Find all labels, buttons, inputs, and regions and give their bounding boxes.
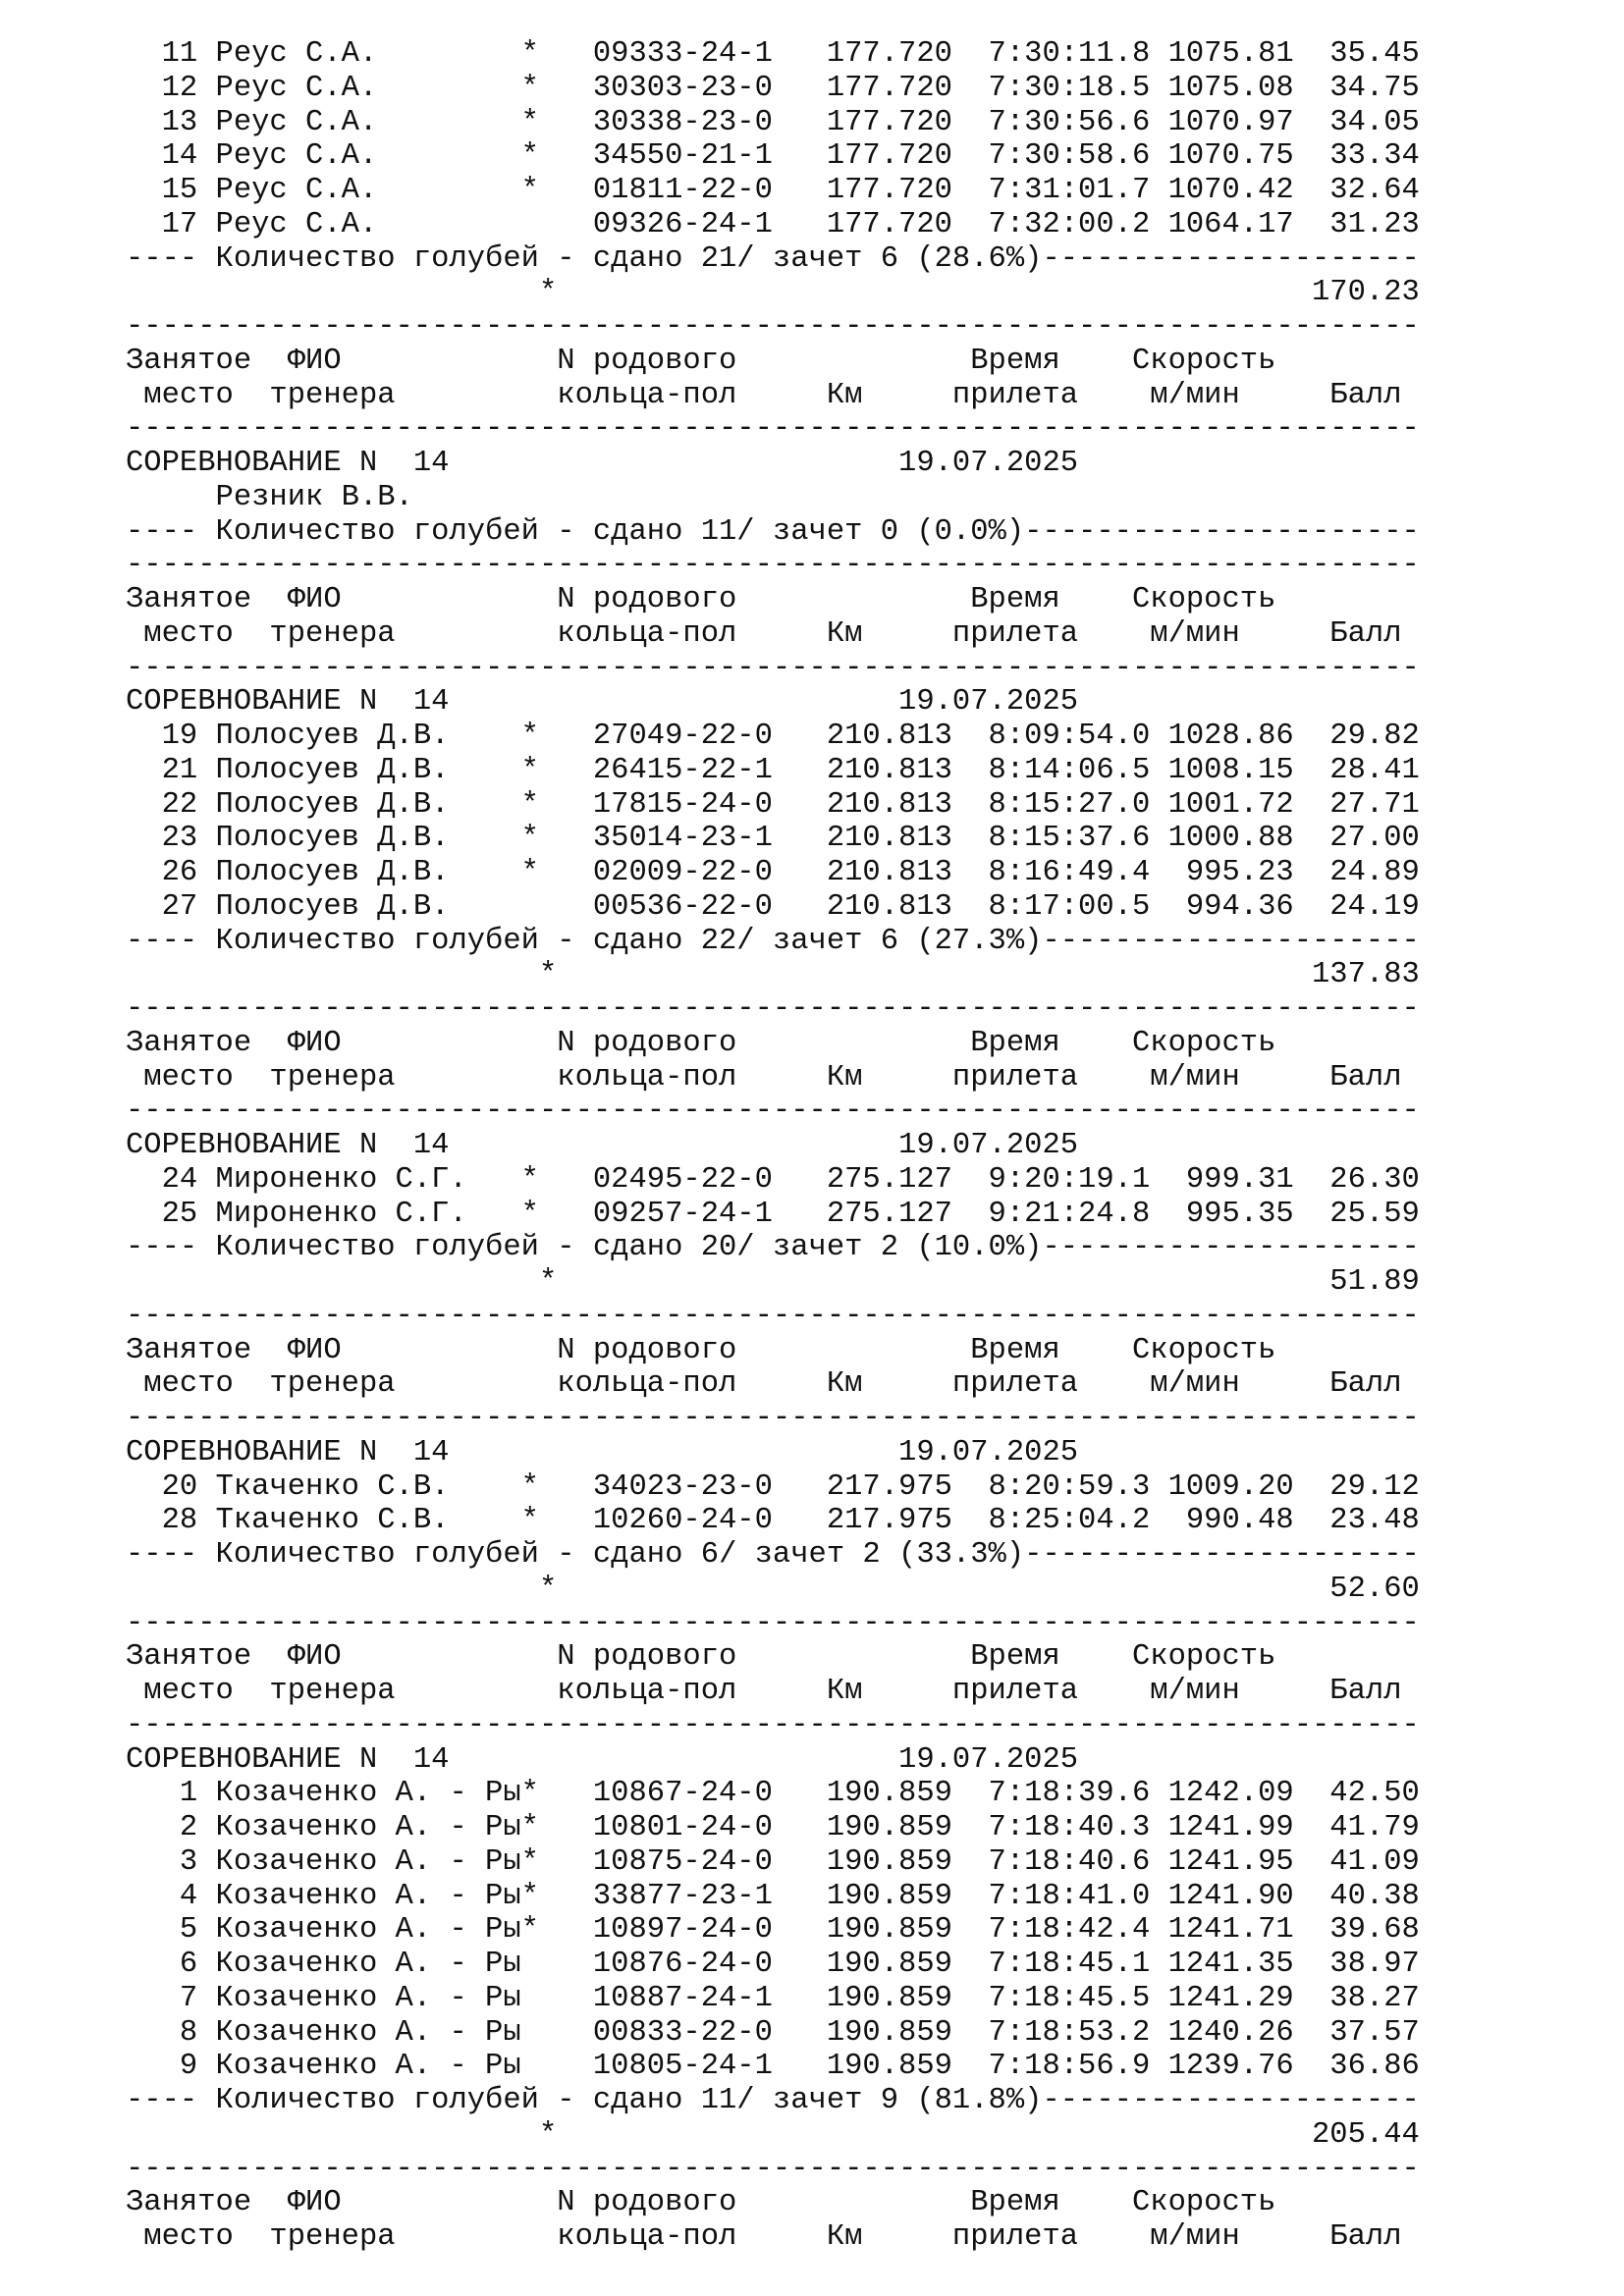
result-row: 9 Козаченко А. - Ры 10805-24-1 190.859 7:18:56.9 1239.76 36.86 (126, 2050, 1420, 2084)
competition-heading: СОРЕВНОВАНИЕ N 14 19.07.2025 (126, 1435, 1079, 1469)
column-header-bottom: место тренера кольца-пол Км прилета м/мин Балл (126, 616, 1402, 651)
column-header-top: Занятое ФИО N родового Время Скорость (126, 344, 1276, 378)
score-total: * 51.89 (126, 1265, 1420, 1299)
competition-heading: СОРЕВНОВАНИЕ N 14 19.07.2025 (126, 447, 1079, 480)
column-header-bottom: место тренера кольца-пол Км прилета м/мин Балл (126, 2220, 1402, 2254)
result-row: 17 Реус С.А. 09326-24-1 177.720 7:32:00.2 1064.17 31.23 (126, 207, 1420, 241)
result-row: 1 Козаченко А. - Ры* 10867-24-0 190.859 7:18:39.6 1242.09 42.50 (126, 1777, 1420, 1811)
result-row: 6 Козаченко А. - Ры 10876-24-0 190.859 7:18:45.1 1241.35 38.97 (126, 1948, 1420, 1981)
column-header-top: Занятое ФИО N родового Время Скорость (126, 583, 1276, 616)
score-total: * 52.60 (126, 1572, 1420, 1606)
result-row: 5 Козаченко А. - Ры* 10897-24-0 190.859 7:18:42.4 1241.71 39.68 (126, 1913, 1420, 1948)
result-row: 8 Козаченко А. - Ры 00833-22-0 190.859 7:18:53.2 1240.26 37.57 (126, 2015, 1420, 2050)
divider: ------------------------------------------------------------------------ (126, 651, 1420, 685)
column-header-top: Занятое ФИО N родового Время Скорость (126, 1333, 1276, 1367)
divider: ------------------------------------------------------------------------ (126, 1402, 1420, 1435)
competition-heading: СОРЕВНОВАНИЕ N 14 19.07.2025 (126, 1129, 1079, 1162)
divider: ------------------------------------------------------------------------ (126, 1708, 1420, 1742)
result-row: 19 Полосуев Д.В. * 27049-22-0 210.813 8:09:54.0 1028.86 29.82 (126, 720, 1420, 753)
trainer-name-row: Резник В.В. (126, 480, 413, 514)
score-total: * 137.83 (126, 958, 1420, 992)
result-row: 4 Козаченко А. - Ры* 33877-23-1 190.859 7:18:41.0 1241.90 40.38 (126, 1879, 1420, 1913)
competition-heading: СОРЕВНОВАНИЕ N 14 19.07.2025 (126, 685, 1079, 720)
column-header-top: Занятое ФИО N родового Время Скорость (126, 1026, 1276, 1060)
result-row: 2 Козаченко А. - Ры* 10801-24-0 190.859 7:18:40.3 1241.99 41.79 (126, 1811, 1420, 1844)
result-row: 13 Реус С.А. * 30338-23-0 177.720 7:30:56.6 1070.97 34.05 (126, 105, 1420, 139)
pigeon-count-summary: ---- Количество голубей - сдано 21/ зачет 6 (28.6%)--------------------- (126, 241, 1420, 276)
score-total: * 170.23 (126, 276, 1420, 310)
column-header-bottom: место тренера кольца-пол Км прилета м/мин Балл (126, 378, 1402, 412)
column-header-bottom: место тренера кольца-пол Км прилета м/мин Балл (126, 1367, 1402, 1402)
result-row: 24 Мироненко С.Г. * 02495-22-0 275.127 9:20:19.1 999.31 26.30 (126, 1162, 1420, 1197)
result-row: 20 Ткаченко С.В. * 34023-23-0 217.975 8:20:59.3 1009.20 29.12 (126, 1469, 1420, 1504)
competition-heading: СОРЕВНОВАНИЕ N 14 19.07.2025 (126, 1742, 1079, 1777)
result-row: 11 Реус С.А. * 09333-24-1 177.720 7:30:11.8 1075.81 35.45 (126, 37, 1420, 71)
pigeon-count-summary: ---- Количество голубей - сдано 22/ зачет 6 (27.3%)--------------------- (126, 924, 1420, 958)
result-row: 27 Полосуев Д.В. 00536-22-0 210.813 8:17:00.5 994.36 24.19 (126, 889, 1420, 924)
result-row: 25 Мироненко С.Г. * 09257-24-1 275.127 9:21:24.8 995.35 25.59 (126, 1197, 1420, 1231)
pigeon-count-summary: ---- Количество голубей - сдано 11/ зачет 9 (81.8%)--------------------- (126, 2084, 1420, 2117)
divider: ------------------------------------------------------------------------ (126, 549, 1420, 583)
column-header-top: Занятое ФИО N родового Время Скорость (126, 1640, 1276, 1675)
pigeon-count-summary: ---- Количество голубей - сдано 20/ зачет 2 (10.0%)--------------------- (126, 1231, 1420, 1265)
result-row: 23 Полосуев Д.В. * 35014-23-1 210.813 8:15:37.6 1000.88 27.00 (126, 822, 1420, 856)
result-row: 26 Полосуев Д.В. * 02009-22-0 210.813 8:16:49.4 995.23 24.89 (126, 856, 1420, 889)
divider: ------------------------------------------------------------------------ (126, 992, 1420, 1026)
divider: ------------------------------------------------------------------------ (126, 1299, 1420, 1333)
result-row: 28 Ткаченко С.В. * 10260-24-0 217.975 8:25:04.2 990.48 23.48 (126, 1504, 1420, 1538)
results-report (126, 37, 1420, 2255)
divider: ------------------------------------------------------------------------ (126, 310, 1420, 344)
column-header-top: Занятое ФИО N родового Время Скорость (126, 2186, 1276, 2220)
result-row: 12 Реус С.А. * 30303-23-0 177.720 7:30:18.5 1075.08 34.75 (126, 71, 1420, 105)
result-row: 22 Полосуев Д.В. * 17815-24-0 210.813 8:15:27.0 1001.72 27.71 (126, 787, 1420, 822)
divider: ------------------------------------------------------------------------ (126, 1095, 1420, 1129)
divider: ------------------------------------------------------------------------ (126, 1606, 1420, 1640)
divider: ------------------------------------------------------------------------ (126, 412, 1420, 447)
result-row: 3 Козаченко А. - Ры* 10875-24-0 190.859 7:18:40.6 1241.95 41.09 (126, 1844, 1420, 1879)
pigeon-count-summary: ---- Количество голубей - сдано 6/ зачет 2 (33.3%)---------------------- (126, 1538, 1420, 1572)
result-row: 7 Козаченко А. - Ры 10887-24-1 190.859 7:18:45.5 1241.29 38.27 (126, 1981, 1420, 2015)
divider: ------------------------------------------------------------------------ (126, 2152, 1420, 2186)
column-header-bottom: место тренера кольца-пол Км прилета м/мин Балл (126, 1060, 1402, 1095)
score-total: * 205.44 (126, 2117, 1420, 2152)
result-row: 15 Реус С.А. * 01811-22-0 177.720 7:31:01.7 1070.42 32.64 (126, 174, 1420, 207)
column-header-bottom: место тренера кольца-пол Км прилета м/мин Балл (126, 1675, 1402, 1708)
result-row: 14 Реус С.А. * 34550-21-1 177.720 7:30:58.6 1070.75 33.34 (126, 139, 1420, 174)
result-row: 21 Полосуев Д.В. * 26415-22-1 210.813 8:14:06.5 1008.15 28.41 (126, 753, 1420, 787)
pigeon-count-summary: ---- Количество голубей - сдано 11/ зачет 0 (0.0%)---------------------- (126, 514, 1420, 549)
